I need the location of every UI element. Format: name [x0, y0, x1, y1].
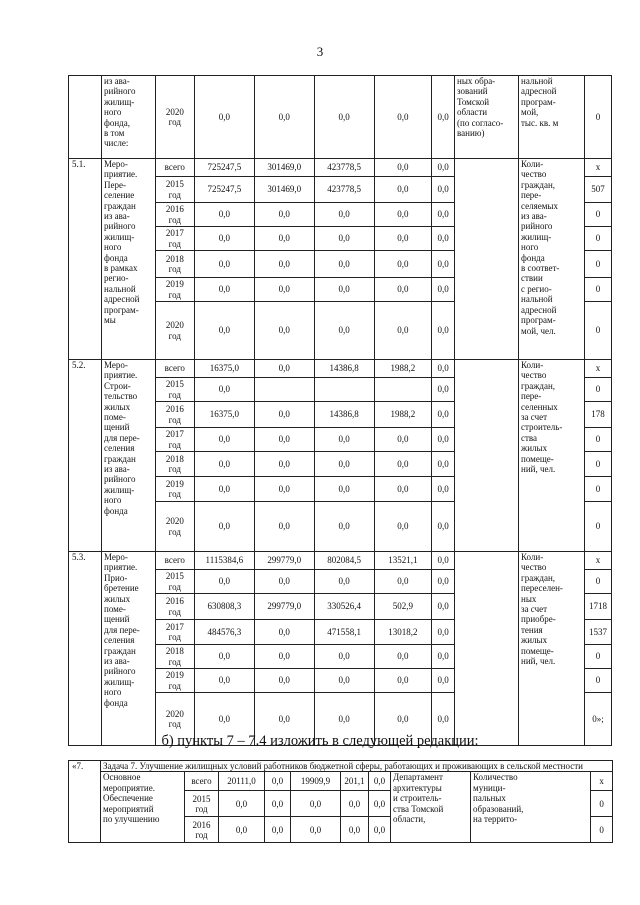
- value-cell: 0,0: [254, 452, 314, 477]
- value-cell: 299779,0: [254, 552, 314, 570]
- year-cell: всего: [155, 159, 194, 177]
- value-cell: 0,0: [194, 76, 254, 159]
- value-cell: 0,0: [254, 620, 314, 645]
- value-cell: 0,0: [314, 477, 374, 502]
- value-cell: 20111,0: [219, 772, 265, 791]
- target-value-cell: 0: [585, 251, 612, 278]
- value-cell: 0,0: [432, 594, 455, 620]
- value-cell: 0,0: [432, 360, 455, 378]
- value-cell: 471558,1: [314, 620, 374, 645]
- value-cell: 0,0: [254, 251, 314, 278]
- value-cell: 0,0: [374, 278, 432, 302]
- value-cell: 0,0: [254, 428, 314, 452]
- target-value-cell: 0: [591, 817, 613, 843]
- section-heading: б) пункты 7 – 7.4 изложить в следующей редакции:: [161, 733, 479, 749]
- value-cell: 0,0: [254, 402, 314, 428]
- year-cell: 2019 год: [155, 669, 194, 693]
- value-cell: 0,0: [314, 278, 374, 302]
- table-row: [69, 360, 612, 378]
- executor-cell: Департамент архитектуры и строитель- ства Томской области,: [391, 772, 471, 843]
- item-number-cell: «7.: [69, 761, 101, 843]
- value-cell: 0,0: [432, 203, 455, 227]
- task-title-cell: Задача 7. Улучшение жилищных условий работников бюджетной сферы, работающих и проживающих в сельской местности: [101, 761, 613, 772]
- year-cell: всего: [155, 360, 194, 378]
- year-cell: 2015 год: [155, 177, 194, 203]
- year-cell: 2020 год: [155, 302, 194, 360]
- value-cell: 0,0: [432, 552, 455, 570]
- target-value-cell: 0: [585, 227, 612, 251]
- value-cell: 0,0: [314, 502, 374, 552]
- value-cell: 0,0: [432, 645, 455, 669]
- value-cell: 725247,5: [194, 177, 254, 203]
- item-number-cell: [69, 76, 102, 159]
- target-value-cell: 0»;: [585, 693, 612, 746]
- target-value-cell: 0: [585, 645, 612, 669]
- measure-description: Меро- приятие. Строи- тельство жилых поме- щений для пере- селения граждан из ава- рийного жилищ- ного фонда: [102, 360, 156, 552]
- value-cell: 0,0: [194, 669, 254, 693]
- target-value-cell: 0: [585, 570, 612, 594]
- executor-cell: [455, 360, 519, 552]
- value-cell: 0,0: [314, 428, 374, 452]
- value-cell: [254, 378, 314, 402]
- value-cell: 0,0: [374, 302, 432, 360]
- value-cell: 0,0: [432, 402, 455, 428]
- year-cell: 2016 год: [185, 817, 219, 843]
- target-value-cell: 0: [585, 669, 612, 693]
- year-cell: 2015 год: [155, 378, 194, 402]
- value-cell: 0,0: [219, 817, 265, 843]
- target-value-cell: 0: [585, 452, 612, 477]
- value-cell: 0,0: [314, 76, 374, 159]
- value-cell: 0,0: [194, 278, 254, 302]
- value-cell: 0,0: [369, 817, 391, 843]
- value-cell: 1988,2: [374, 402, 432, 428]
- value-cell: 0,0: [432, 76, 455, 159]
- value-cell: 0,0: [432, 159, 455, 177]
- value-cell: 0,0: [374, 177, 432, 203]
- target-value-cell: x: [591, 772, 613, 791]
- value-cell: 0,0: [341, 817, 369, 843]
- value-cell: 14386,8: [314, 360, 374, 378]
- value-cell: 0,0: [194, 502, 254, 552]
- table-row: [69, 552, 612, 570]
- value-cell: 0,0: [194, 302, 254, 360]
- value-cell: 0,0: [265, 817, 291, 843]
- value-cell: 423778,5: [314, 159, 374, 177]
- value-cell: 201,1: [341, 772, 369, 791]
- measure-description: Меро- приятие. Пере- селение граждан из ава- рийного жилищ- ного фонда в рамках регио- нальной адресной програм- мы: [102, 159, 156, 360]
- year-cell: 2017 год: [155, 227, 194, 251]
- value-cell: 0,0: [254, 669, 314, 693]
- target-value-cell: x: [585, 552, 612, 570]
- value-cell: 0,0: [314, 452, 374, 477]
- value-cell: 13521,1: [374, 552, 432, 570]
- value-cell: 802084,5: [314, 552, 374, 570]
- value-cell: 0,0: [314, 669, 374, 693]
- target-value-cell: 178: [585, 402, 612, 428]
- value-cell: 0,0: [432, 620, 455, 645]
- indicator-cell: Коли- чество граждан, пере- селяемых из ава- рийного жилищ- ного фонда в соответ- ствии с регио- нальной адресной програм- мой, чел.: [519, 159, 585, 360]
- executor-cell: ных обра- зований Томской области (по согласо- ванию): [455, 76, 519, 159]
- target-value-cell: 0: [585, 278, 612, 302]
- value-cell: 0,0: [194, 452, 254, 477]
- value-cell: 0,0: [432, 669, 455, 693]
- value-cell: 502,9: [374, 594, 432, 620]
- value-cell: 0,0: [374, 76, 432, 159]
- value-cell: 1988,2: [374, 360, 432, 378]
- value-cell: 0,0: [254, 360, 314, 378]
- value-cell: 0,0: [194, 227, 254, 251]
- value-cell: 14386,8: [314, 402, 374, 428]
- year-cell: 2016 год: [155, 594, 194, 620]
- target-value-cell: x: [585, 360, 612, 378]
- year-cell: 2015 год: [185, 791, 219, 817]
- value-cell: 0,0: [291, 791, 341, 817]
- target-value-cell: x: [585, 159, 612, 177]
- value-cell: 0,0: [374, 502, 432, 552]
- page-number: 3: [316, 44, 324, 59]
- value-cell: 0,0: [374, 669, 432, 693]
- year-cell: 2020 год: [155, 502, 194, 552]
- target-value-cell: 0: [585, 76, 612, 159]
- year-cell: 2020 год: [155, 693, 194, 746]
- value-cell: 0,0: [254, 76, 314, 159]
- value-cell: 0,0: [432, 302, 455, 360]
- value-cell: 0,0: [314, 251, 374, 278]
- value-cell: 0,0: [254, 502, 314, 552]
- target-value-cell: 0: [585, 302, 612, 360]
- executor-cell: [455, 159, 519, 360]
- year-cell: 2020 год: [155, 76, 194, 159]
- value-cell: 0,0: [432, 378, 455, 402]
- value-cell: 0,0: [254, 693, 314, 746]
- table-row: [69, 159, 612, 177]
- value-cell: 630808,3: [194, 594, 254, 620]
- value-cell: 0,0: [374, 203, 432, 227]
- target-value-cell: 0: [591, 791, 613, 817]
- value-cell: 0,0: [341, 791, 369, 817]
- value-cell: [374, 378, 432, 402]
- value-cell: 423778,5: [314, 177, 374, 203]
- value-cell: 0,0: [432, 227, 455, 251]
- item-number-cell: 5.3.: [69, 552, 102, 746]
- value-cell: 301469,0: [254, 177, 314, 203]
- measure-description: из ава- рийного жилищ- ного фонда, в том числе:: [102, 76, 156, 159]
- value-cell: 0,0: [254, 645, 314, 669]
- value-cell: 0,0: [374, 227, 432, 251]
- value-cell: 0,0: [314, 227, 374, 251]
- year-cell: 2016 год: [155, 402, 194, 428]
- value-cell: 0,0: [432, 251, 455, 278]
- year-cell: 2016 год: [155, 203, 194, 227]
- value-cell: 0,0: [432, 693, 455, 746]
- target-value-cell: 0: [585, 477, 612, 502]
- value-cell: 0,0: [432, 177, 455, 203]
- target-value-cell: 507: [585, 177, 612, 203]
- indicator-cell: нальной адресной програм- мой, тыс. кв. м: [519, 76, 585, 159]
- value-cell: 301469,0: [254, 159, 314, 177]
- value-cell: 0,0: [374, 251, 432, 278]
- value-cell: 0,0: [432, 570, 455, 594]
- value-cell: [314, 378, 374, 402]
- measure-description: Меро- приятие. Прио- бретение жилых поме- щений для пере- селения граждан из ава- рийного жилищ- ного фонда: [102, 552, 156, 746]
- value-cell: 19909,9: [291, 772, 341, 791]
- value-cell: 0,0: [374, 570, 432, 594]
- year-cell: 2015 год: [155, 570, 194, 594]
- value-cell: 16375,0: [194, 360, 254, 378]
- value-cell: 725247,5: [194, 159, 254, 177]
- value-cell: 0,0: [194, 378, 254, 402]
- value-cell: 0,0: [369, 791, 391, 817]
- value-cell: 0,0: [194, 203, 254, 227]
- table-row: [69, 772, 613, 791]
- value-cell: 0,0: [291, 817, 341, 843]
- year-cell: всего: [185, 772, 219, 791]
- value-cell: 0,0: [254, 278, 314, 302]
- target-value-cell: 1537: [585, 620, 612, 645]
- value-cell: 0,0: [374, 477, 432, 502]
- value-cell: 0,0: [219, 791, 265, 817]
- indicator-cell: Количество муници- пальных образований, на террито-: [471, 772, 591, 843]
- value-cell: 0,0: [265, 791, 291, 817]
- value-cell: 0,0: [254, 570, 314, 594]
- value-cell: 0,0: [194, 693, 254, 746]
- indicator-cell: Коли- чество граждан, переселен- ных за счет приобре- тения жилых помеще- ний, чел.: [519, 552, 585, 746]
- value-cell: 0,0: [194, 477, 254, 502]
- year-cell: 2017 год: [155, 620, 194, 645]
- item-number-cell: 5.1.: [69, 159, 102, 360]
- target-value-cell: 0: [585, 203, 612, 227]
- value-cell: 0,0: [374, 452, 432, 477]
- value-cell: 0,0: [374, 428, 432, 452]
- value-cell: 13018,2: [374, 620, 432, 645]
- year-cell: 2019 год: [155, 477, 194, 502]
- value-cell: 0,0: [314, 570, 374, 594]
- value-cell: 0,0: [254, 227, 314, 251]
- value-cell: 0,0: [374, 645, 432, 669]
- value-cell: 1115384,6: [194, 552, 254, 570]
- value-cell: 330526,4: [314, 594, 374, 620]
- value-cell: 484576,3: [194, 620, 254, 645]
- year-cell: 2017 год: [155, 428, 194, 452]
- year-cell: 2018 год: [155, 251, 194, 278]
- year-cell: 2018 год: [155, 645, 194, 669]
- value-cell: 0,0: [374, 693, 432, 746]
- value-cell: 0,0: [432, 428, 455, 452]
- program-table-top: [68, 75, 612, 746]
- value-cell: 0,0: [254, 477, 314, 502]
- value-cell: 0,0: [432, 452, 455, 477]
- value-cell: 0,0: [194, 428, 254, 452]
- value-cell: 0,0: [265, 772, 291, 791]
- table-row: [69, 76, 612, 159]
- target-value-cell: 0: [585, 378, 612, 402]
- value-cell: 0,0: [432, 278, 455, 302]
- program-table-bottom: [68, 760, 613, 843]
- value-cell: 0,0: [194, 251, 254, 278]
- value-cell: 0,0: [254, 203, 314, 227]
- value-cell: 0,0: [369, 772, 391, 791]
- year-cell: всего: [155, 552, 194, 570]
- item-number-cell: 5.2.: [69, 360, 102, 552]
- measure-description: Основное мероприятие. Обеспечение мероприятий по улучшению: [101, 772, 185, 843]
- value-cell: 0,0: [314, 645, 374, 669]
- value-cell: 0,0: [194, 570, 254, 594]
- year-cell: 2018 год: [155, 452, 194, 477]
- value-cell: 0,0: [254, 302, 314, 360]
- value-cell: 0,0: [432, 502, 455, 552]
- value-cell: 0,0: [374, 159, 432, 177]
- indicator-cell: Коли- чество граждан, пере- селенных за счет строитель- ства жилых помеще- ний, чел.: [519, 360, 585, 552]
- target-value-cell: 0: [585, 428, 612, 452]
- value-cell: 299779,0: [254, 594, 314, 620]
- value-cell: 0,0: [314, 302, 374, 360]
- target-value-cell: 0: [585, 502, 612, 552]
- table-row: [69, 761, 613, 772]
- value-cell: 0,0: [314, 693, 374, 746]
- value-cell: 0,0: [432, 477, 455, 502]
- year-cell: 2019 год: [155, 278, 194, 302]
- target-value-cell: 1718: [585, 594, 612, 620]
- value-cell: 0,0: [194, 645, 254, 669]
- executor-cell: [455, 552, 519, 746]
- value-cell: 16375,0: [194, 402, 254, 428]
- value-cell: 0,0: [314, 203, 374, 227]
